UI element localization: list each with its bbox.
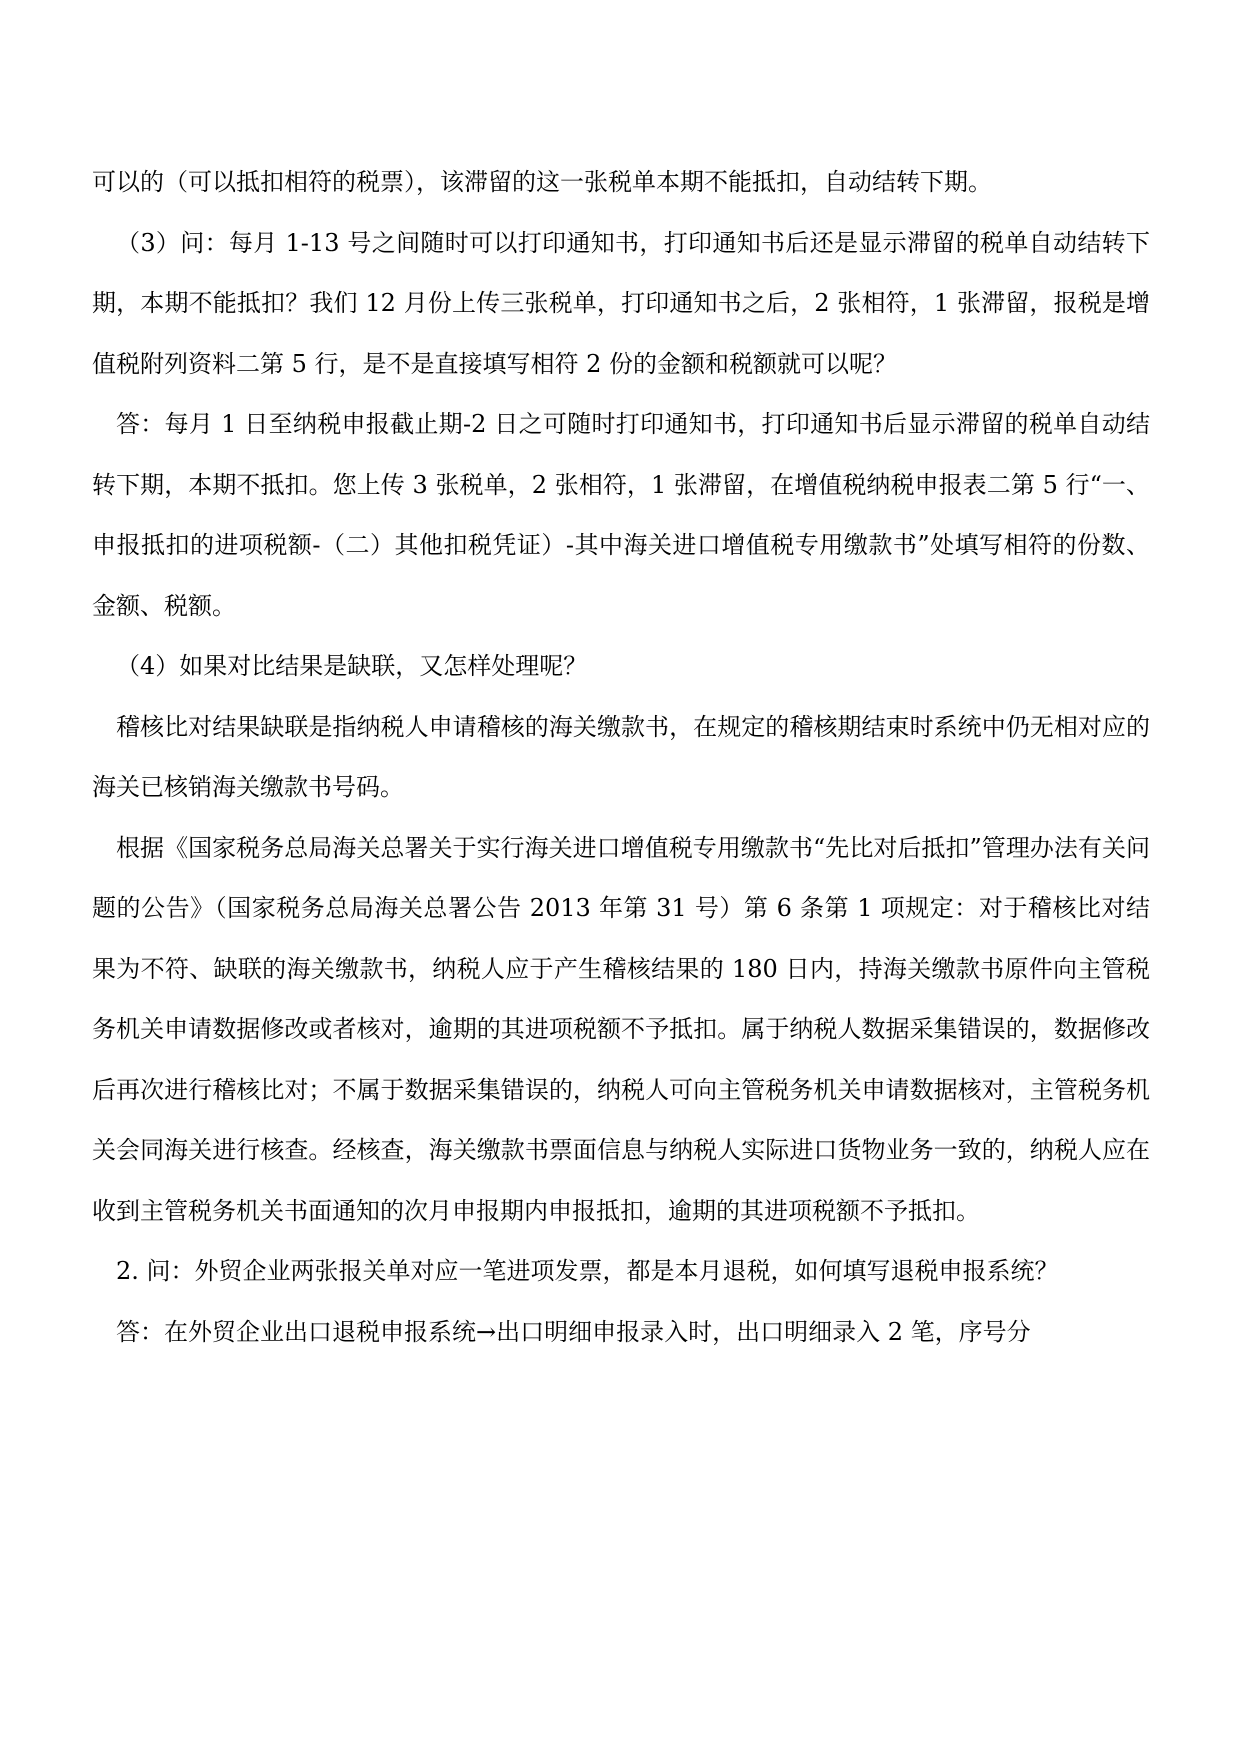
paragraph-continuation: 可以的（可以抵扣相符的税票），该滞留的这一张税单本期不能抵扣，自动结转下期。 xyxy=(92,168,992,196)
paragraph-answer-2: 答：在外贸企业出口退税申报系统→出口明细申报录入时，出口明细录入 2 笔，序号分 xyxy=(116,1317,1031,1346)
paragraph-question-3: （3）问：每月 1-13 号之间随时可以打印通知书，打印通知书后还是显示滞留的税单自动结转下期，本期不能抵扣？我们 12 月份上传三张税单，打印通知书之后，2 张相符，1 张滞留，报税是增值税附列资料二第 5 行，是不是直接填写相符 2 份的金额和税额就可以呢？ xyxy=(92,228,1150,378)
paragraph-regulation: 根据《国家税务总局海关总署关于实行海关进口增值税专用缴款书“先比对后抵扣”管理办法有关问题的公告》（国家税务总局海关总署公告 2013 年第 31 号）第 6 条第 1 项规定：对于稽核比对结果为不符、缺联的海关缴款书，纳税人应于产生稽核结果的 180 日内，持海关缴款书原件向主管税务机关申请数据修改或者核对，逾期的其进项税额不予抵扣。属于纳税人数据采集错误的，数据修改后再次进行稽核比对；不属于数据采集错误的，纳税人可向主管税务机关申请数据核对，主管税务机关会同海关进行核查。经核查，海关缴款书票面信息与纳税人实际进口货物业务一致的，纳税人应在收到主管税务机关书面通知的次月申报期内申报抵扣，逾期的其进项税额不予抵扣。 xyxy=(92,833,1150,1225)
paragraph-question-2: 2. 问：外贸企业两张报关单对应一笔进项发票，都是本月退税，如何填写退税申报系统？ xyxy=(116,1257,1059,1285)
paragraph-answer-3: 答：每月 1 日至纳税申报截止期-2 日之可随时打印通知书，打印通知书后显示滞留的税单自动结转下期，本期不抵扣。您上传 3 张税单，2 张相符，1 张滞留，在增值税纳税申报表二第 5 行“一、申报抵扣的进项税额-（二）其他扣税凭证）-其中海关进口增值税专用缴款书”处填写相符的份数、金额、税额。 xyxy=(92,410,1150,620)
paragraph-definition: 稽核比对结果缺联是指纳税人申请稽核的海关缴款书，在规定的稽核期结束时系统中仍无相对应的海关已核销海关缴款书号码。 xyxy=(92,712,1150,801)
document-body xyxy=(92,152,1150,1362)
paragraph-question-4: （4）如果对比结果是缺联，又怎样处理呢？ xyxy=(116,652,588,680)
